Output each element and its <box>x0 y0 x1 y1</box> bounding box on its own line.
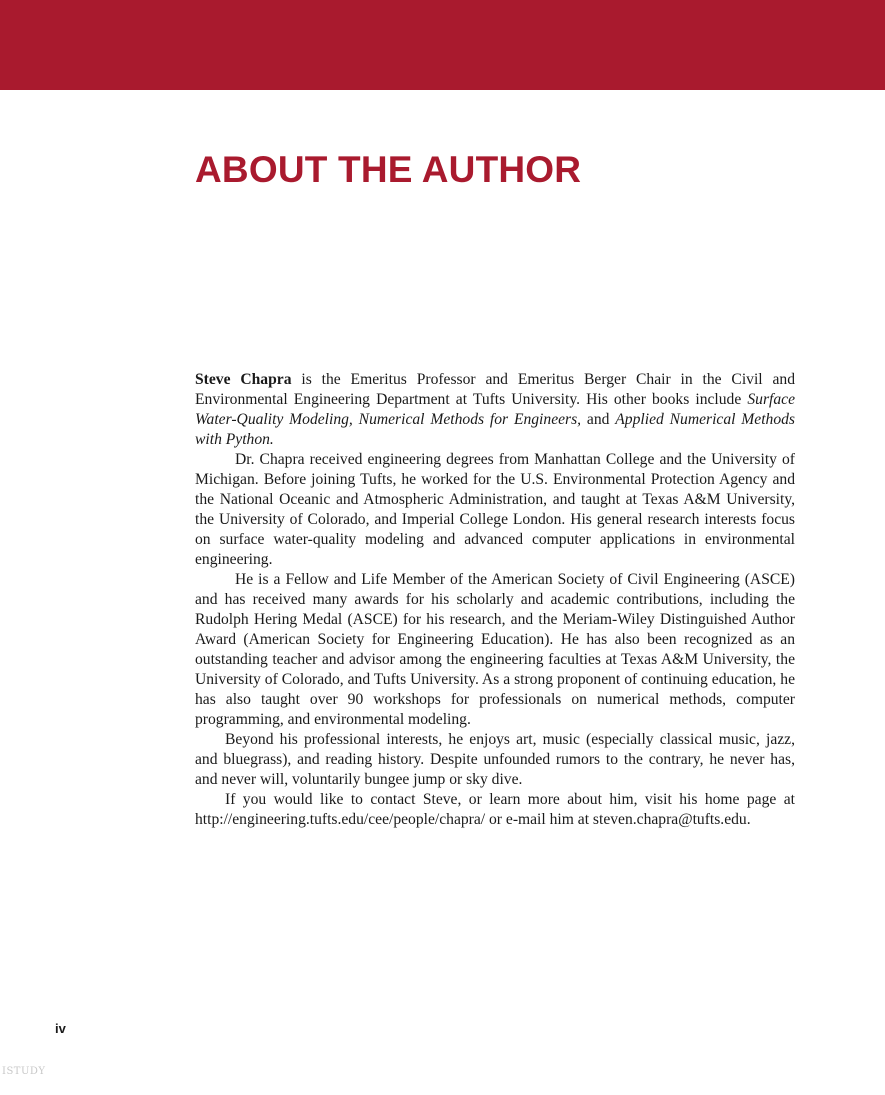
page-title: ABOUT THE AUTHOR <box>195 149 582 190</box>
watermark: ISTUDY <box>2 1066 46 1077</box>
page-number: iv <box>55 1021 66 1036</box>
header-band <box>0 0 885 90</box>
bio-text: is the Emeritus Professor and Emeritus Berger Chair in the Civil and Environmental Engineering Department at Tufts University. His other books include <box>195 371 795 408</box>
book-titles: Surface Water-Quality Modeling, Numerical Methods for Engineers, <box>195 391 795 428</box>
bio-paragraph-4: Beyond his professional interests, he enjoys art, music (especially classical music, jazz, and bluegrass), and reading history. Despite unfounded rumors to the contrary, he never has, and never will, voluntarily bungee jump or sky dive. <box>195 731 795 788</box>
author-name: Steve Chapra <box>195 371 292 388</box>
bio-paragraph-2: Dr. Chapra received engineering degrees from Manhattan College and the University of Michigan. Before joining Tufts, he worked for the U.S. Environmental Protection Agency and the National Oceanic and Atmospheric Administration, and taught at Texas A&M University, the University of Colorado, and Imperial College London. His general research interests focus on surface water-quality modeling and advanced computer applications in environmental engineering. <box>195 451 795 568</box>
author-biography <box>195 370 795 830</box>
bio-paragraph-1 <box>195 370 795 450</box>
book-title-python: Applied Numerical Methods with Python. <box>195 411 796 448</box>
conjunction: and <box>581 411 616 428</box>
bio-paragraph-5: If you would like to contact Steve, or learn more about him, visit his home page at http://engineering.tufts.edu/cee/people/chapra/ or e-mail him at steven.chapra@tufts.edu. <box>195 791 795 828</box>
bio-paragraph-3: He is a Fellow and Life Member of the American Society of Civil Engineering (ASCE) and has received many awards for his scholarly and academic contributions, including the Rudolph Hering Medal (ASCE) for his research, and the Meriam-Wiley Distinguished Author Award (American Society for Engineering Education). He has also been recognized as an outstanding teacher and advisor among the engineering faculties at Texas A&M University, the University of Colorado, and Tufts University. As a strong proponent of continuing education, he has also taught over 90 workshops for professionals on numerical methods, computer programming, and environmental modeling. <box>195 571 795 728</box>
